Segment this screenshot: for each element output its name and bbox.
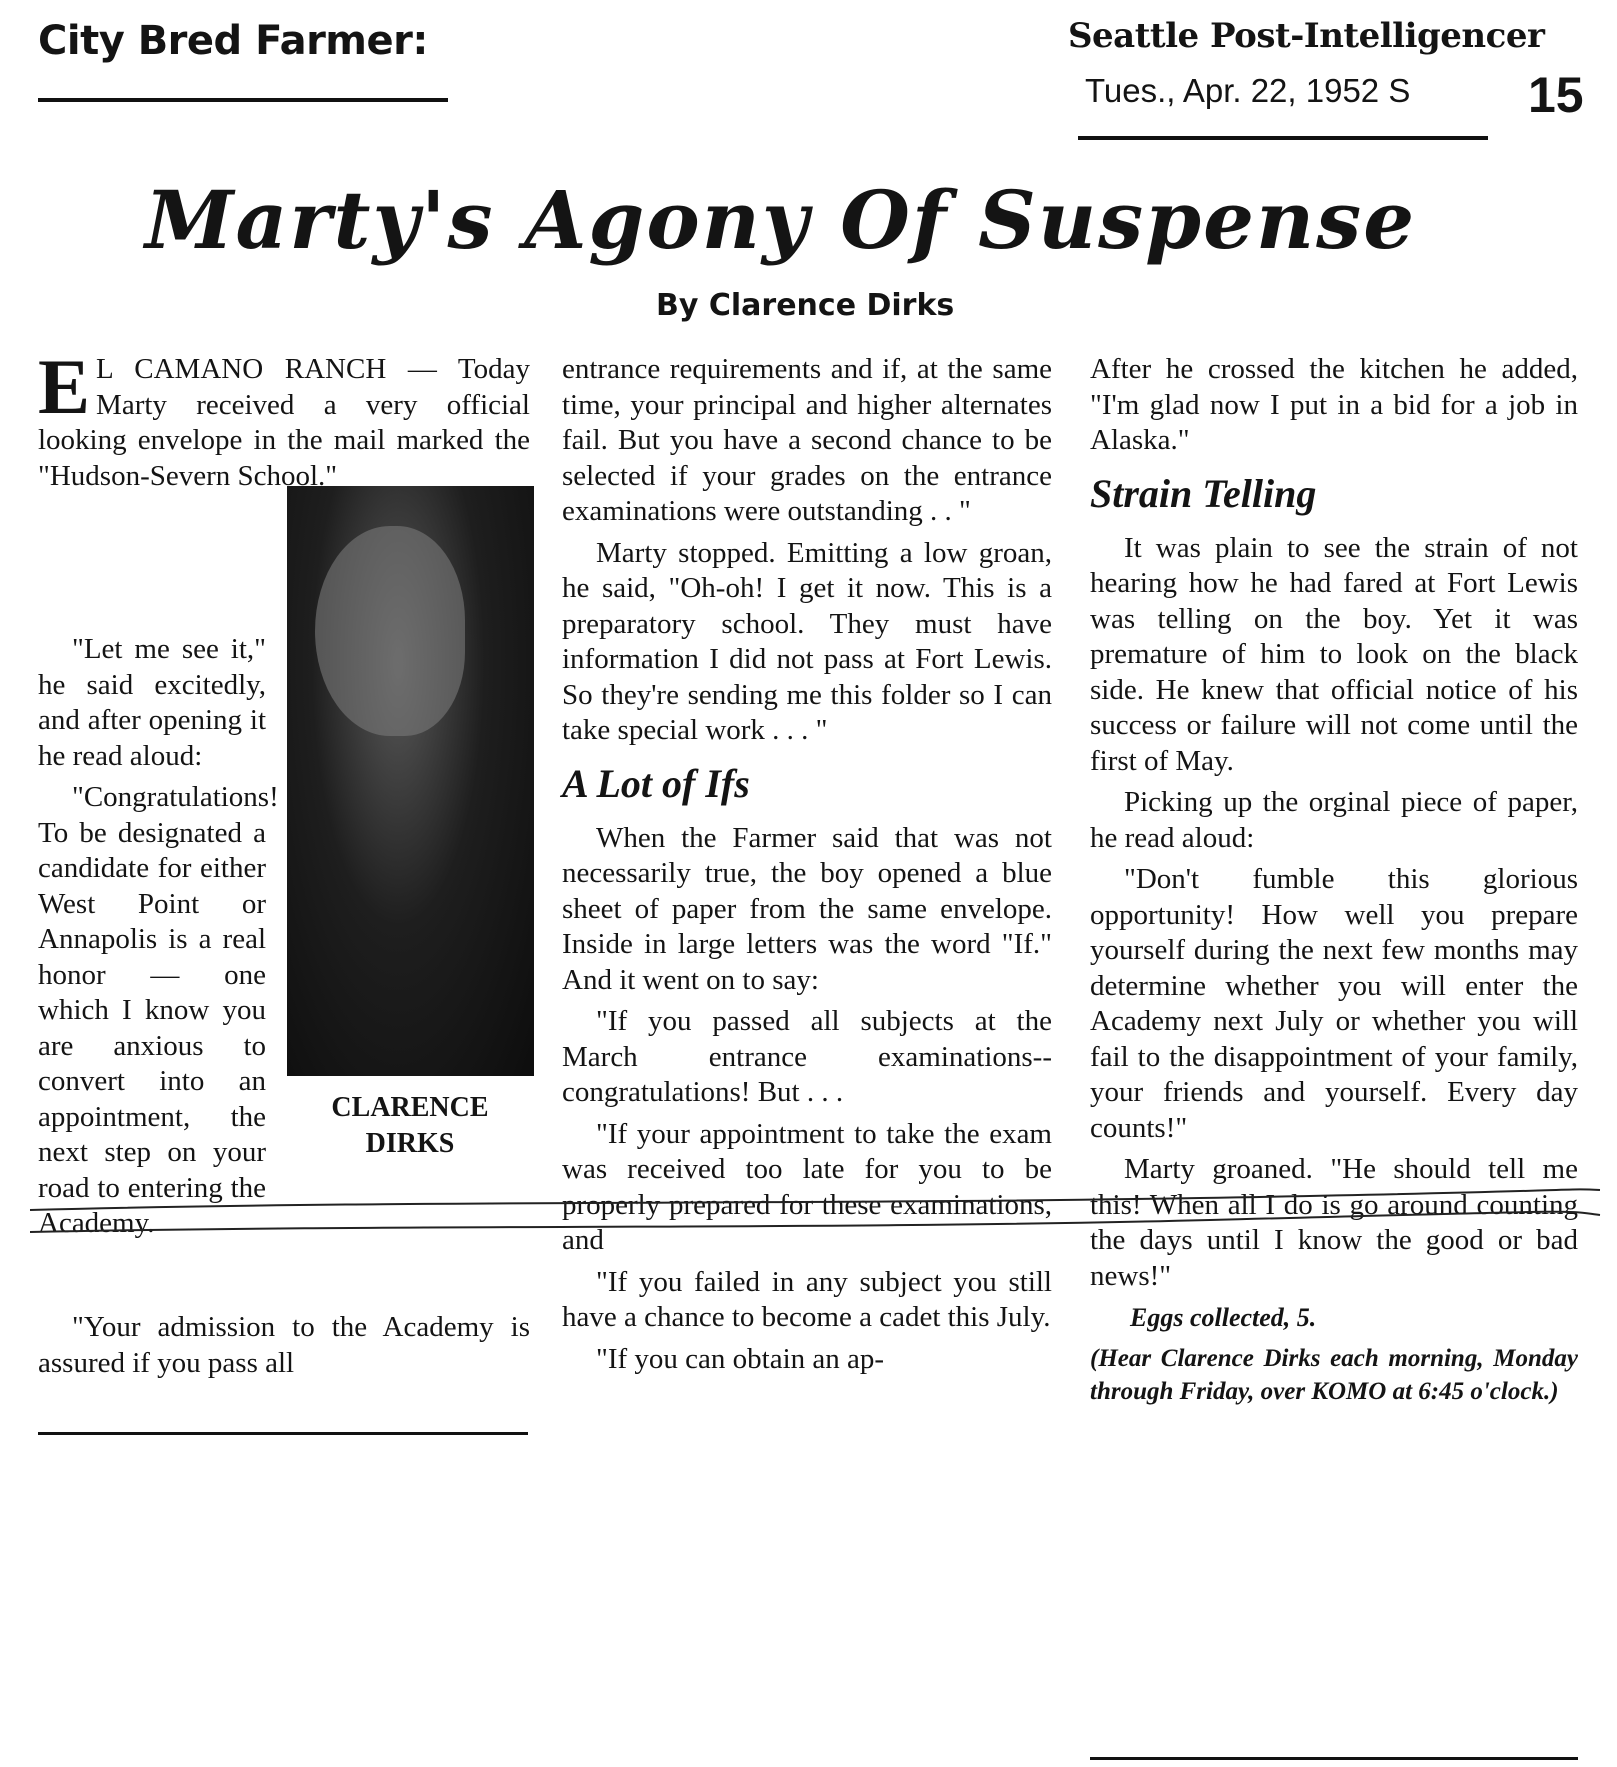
photo-caption-line-2: DIRKS: [365, 1128, 455, 1159]
kicker-underline: [38, 98, 448, 102]
page-number: 15: [1528, 67, 1584, 123]
col2-paragraph-3: When the Farmer said that was not necessarily true, the boy opened a blue sheet of paper from the same envelope. Inside in large letters was the word "If." And it went on to say:: [562, 821, 1052, 996]
col1-paragraph-4: "Your admission to the Academy is assured if you pass all: [38, 1311, 530, 1379]
drop-cap: E: [38, 343, 91, 430]
col2-paragraph-6: "If you failed in any subject you still have a chance to become a cadet this July.: [562, 1265, 1052, 1333]
col3-paragraph-3: Picking up the orginal piece of paper, he read aloud:: [1090, 786, 1578, 854]
masthead-rule: [1078, 136, 1488, 140]
col2-paragraph-7: "If you can obtain an ap-: [596, 1342, 885, 1375]
eggs-collected: Eggs collected, 5.: [1130, 1303, 1317, 1332]
column-3-end-rule: [1090, 1757, 1578, 1760]
col2-subhead: A Lot of Ifs: [562, 760, 750, 806]
photo-caption: [300, 1090, 520, 1162]
column-1-end-rule: [38, 1432, 528, 1435]
col1-paragraph-1: L CAMANO RANCH — Today Marty received a very official looking envelope in the mail marked the "Hudson-Severn School.": [38, 353, 530, 492]
column-1-narrow: [38, 632, 279, 1248]
author-photo: [287, 486, 534, 1076]
col3-paragraph-1: After he crossed the kitchen he added, "I'm glad now I put in a bid for a job in Alaska.": [1090, 353, 1578, 456]
fold-crease-lines: [0, 1170, 1617, 1260]
byline: By Clarence Dirks: [656, 288, 955, 323]
headline: Marty's Agony Of Suspense: [145, 173, 1417, 267]
col2-paragraph-5: "If your appointment to take the exam was received too late for you to be properly prepared for these examinations, and: [562, 1117, 1052, 1256]
photo-caption-line-1: CLARENCE: [331, 1092, 489, 1123]
col3-paragraph-2: It was plain to see the strain of not hearing how he had fared at Fort Lewis was telling on the boy. Yet it was premature of him to look on the black side. He knew that official notice of his success or failure will not come until the first of May.: [1090, 531, 1578, 777]
col1-paragraph-3: "Congratulations! To be designated a candidate for either West Point or Annapolis is a real honor — one which I know you are anxious to convert into an appointment, the next step on your road to entering the Academy.: [38, 781, 279, 1239]
col2-paragraph-1: entrance requirements and if, at the same time, your principal and higher alternates fail. But you have a second chance to be selected if your grades on the entrance examinations were outstanding . . ": [562, 353, 1052, 527]
column-kicker: City Bred Farmer:: [38, 18, 428, 64]
col3-subhead: Strain Telling: [1090, 470, 1317, 516]
issue-date: Tues., Apr. 22, 1952 S: [1085, 72, 1411, 109]
newspaper-name: Seattle Post-Intelligencer: [1068, 16, 1545, 56]
col1-lead: [38, 343, 530, 494]
column-1-top: [38, 343, 530, 500]
radio-note: (Hear Clarence Dirks each morning, Monday through Friday, over KOMO at 6:45 o'clock.): [1090, 1344, 1578, 1405]
col2-paragraph-2: Marty stopped. Emitting a low groan, he said, "Oh-oh! I get it now. This is a preparatory school. They must have information I did not pass at Fort Lewis. So they're sending me this folder so I can take special work . . . ": [562, 536, 1052, 746]
column-1-bottom: [38, 1310, 530, 1387]
col2-paragraph-4: "If you passed all subjects at the March entrance examinations--congratulations! But . . .: [562, 1005, 1052, 1108]
col1-paragraph-2: "Let me see it," he said excitedly, and after opening it he read aloud:: [38, 633, 266, 772]
col3-paragraph-4: "Don't fumble this glorious opportunity! How well you prepare yourself during the next few months may determine whether you will enter the Academy next July or whether you will fail to the disappointment of your family, your friends and yourself. Every day counts!": [1090, 863, 1578, 1144]
col3-paragraph-5: Marty groaned. "He should tell me this! When all I do is go around counting the days until I know the good or bad news!": [1090, 1153, 1578, 1292]
